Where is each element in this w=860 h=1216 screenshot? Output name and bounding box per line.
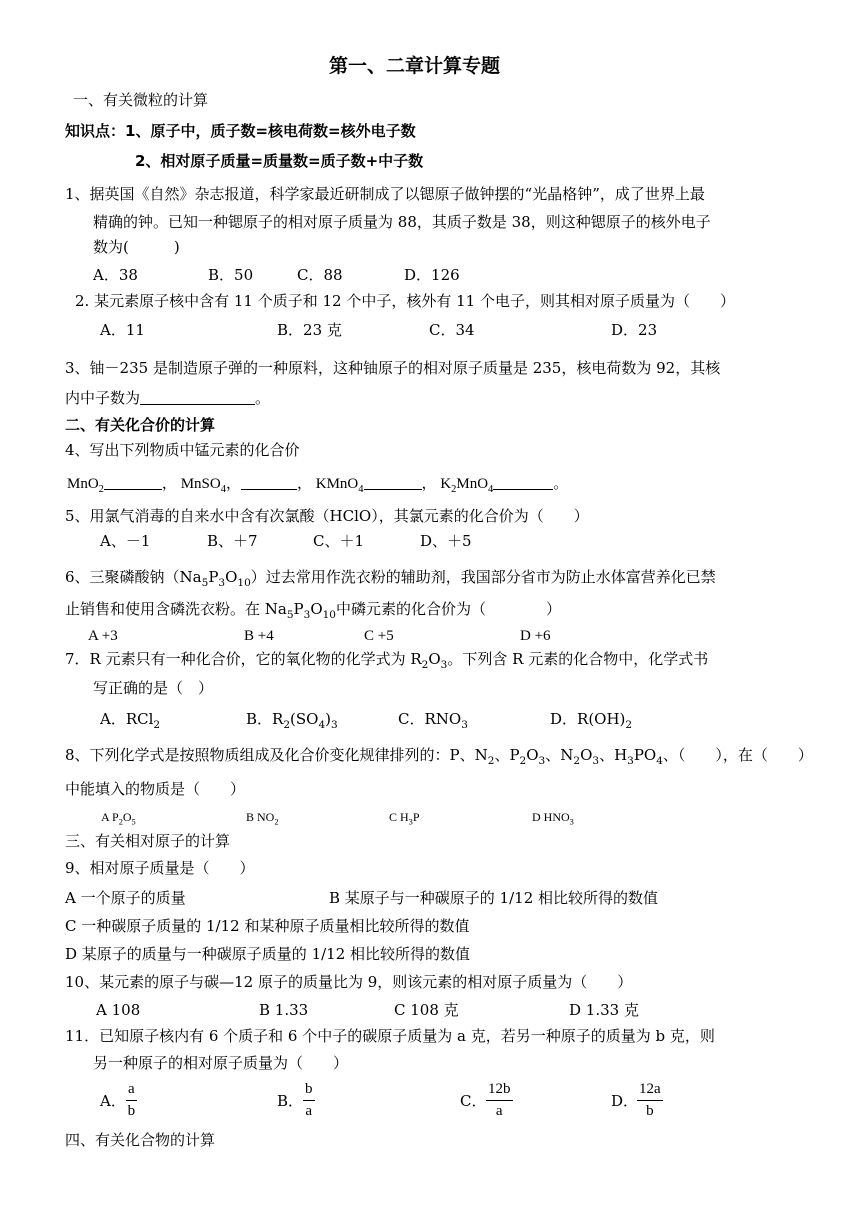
q10-option-c: C 108 克: [394, 1001, 459, 1019]
q2-option-b: B．23 克: [277, 321, 342, 339]
q4-sep: ，: [296, 476, 312, 492]
q9-option-b: B 某原子与一种碳原子的 1/12 相比较所得的数值: [329, 889, 659, 907]
q7-stem-line2: 写正确的是（ ）: [93, 679, 214, 697]
q4-mnso4-formula: MnSO$_4$: [180, 476, 226, 495]
fraction-numerator: b: [303, 1081, 315, 1101]
q4-mnso4-blank[interactable]: [241, 474, 297, 490]
q4-mno2-formula: MnO$_2$: [67, 476, 104, 495]
q4-k2mno4-formula: $K_2MnO_4$: [440, 476, 494, 495]
q4-k2mno4-blank[interactable]: [493, 474, 553, 490]
q4-kmno4-formula: KMnO$_4$: [315, 476, 364, 495]
fraction-numerator: a: [126, 1081, 137, 1101]
q11-option-b-label: B．: [277, 1092, 304, 1110]
q6-option-b: B +4: [244, 628, 274, 644]
q8-option-c: C $H_3P$: [389, 810, 420, 827]
q11-option-c-label: C．: [460, 1092, 487, 1110]
q11-option-a-label: A．: [100, 1092, 126, 1110]
q6-option-d: D +6: [520, 628, 551, 644]
section-heading-valence: 二、有关化合价的计算: [65, 416, 216, 434]
knowledge-point-1: [65, 122, 416, 141]
q11-stem-line2: 另一种原子的相对原子质量为（ ）: [93, 1054, 349, 1072]
q3-prefix: 内中子数为: [65, 389, 141, 407]
page-title: 第一、二章计算专题: [329, 55, 501, 77]
fraction-denominator: b: [646, 1102, 654, 1119]
q11-option-b-fraction: [303, 1081, 315, 1119]
q5-option-b: B、＋7: [207, 532, 258, 550]
q11-option-c-fraction: [486, 1081, 513, 1119]
q9-option-d: D 某原子的质量与一种碳原子质量的 1/12 相比较所得的数值: [65, 945, 471, 963]
section-heading-relative-atom: 三、有关相对原子的计算: [65, 832, 231, 850]
q5-option-c: C、＋1: [313, 532, 365, 550]
knowledge-point-1-text: 1、原子中，质子数=核电荷数=核外电子数: [125, 122, 416, 140]
q9-option-a: A 一个原子的质量: [65, 889, 186, 907]
q1-option-b: B．50: [208, 266, 254, 284]
fraction-numerator: 12b: [486, 1081, 513, 1101]
q3-stem-line2: [65, 389, 270, 408]
q6-stem-line1: 6、三聚磷酸钠$(Na_5P_3O_{10})$过去常用作洗衣粉的辅助剂，我国部分省市为防止水体富营养化已禁: [65, 568, 716, 589]
q8-option-a: A $P_2O_5$: [101, 810, 136, 827]
q1-option-a: A．38: [93, 266, 138, 284]
q10-option-b: B 1.33: [259, 1001, 309, 1019]
q7-option-a: A．RCl$_2$: [100, 710, 161, 731]
q4-stem: 4、写出下列物质中锰元素的化合价: [65, 441, 300, 459]
q1-option-d: D．126: [404, 266, 460, 284]
q6-stem-line2: 止销售和使用含磷洗衣粉。在 $Na_5P_3O_{10}$中磷元素的化合价为（ ）: [65, 600, 562, 621]
q2-option-d: D．23: [611, 321, 658, 339]
q1-stem-line1: 1、据英国《自然》杂志报道，科学家最近研制成了以锶原子做钟摆的“光晶格钟”，成了世界上最: [65, 185, 705, 203]
q7-option-b: B．$R_2(SO_4)_3$: [246, 710, 338, 731]
knowledge-prefix: 知识点：: [65, 122, 126, 140]
q6-option-c: C +5: [364, 628, 394, 644]
section-heading-compound: 四、有关化合物的计算: [65, 1131, 216, 1149]
q4-sep: ，: [421, 476, 437, 492]
q7-option-c: C．$RNO_3$: [398, 710, 468, 731]
knowledge-point-2: 2、相对原子质量=质量数=质子数+中子数: [135, 152, 424, 170]
q8-stem-line1: 8、下列化学式是按照物质组成及化合价变化规律排列的：P、$N_2$、$P_2O_3$、$N_2O_3$、$H_3PO_4$、（ ），在（ ）: [65, 746, 813, 767]
q4-sep: ，: [161, 476, 177, 492]
q4-sep: ，: [225, 476, 241, 492]
q10-option-a: A 108: [96, 1001, 141, 1019]
fraction-denominator: b: [127, 1102, 136, 1119]
q3-answer-blank[interactable]: [140, 389, 255, 405]
q7-stem-line1: 7．R 元素只有一种化合价，它的氧化物的化学式为 $R_2O_3$。下列含 R 元素的化合物中，化学式书: [65, 650, 709, 671]
fraction-numerator: 12a: [637, 1081, 663, 1101]
q9-option-c: C 一种碳原子质量的 1/12 和某种原子质量相比较所得的数值: [65, 917, 470, 935]
q5-option-a: A、－1: [100, 532, 151, 550]
q2-option-c: C．34: [429, 321, 475, 339]
q1-stem-line2: 精确的钟。已知一种锶原子的相对原子质量为 88，其质子数是 38，则这种锶原子的核外电子: [93, 213, 711, 231]
q5-option-d: D、＋5: [420, 532, 472, 550]
q1-option-c: C．88: [297, 266, 343, 284]
q4-items: [67, 474, 568, 494]
q10-option-d: D 1.33 克: [569, 1001, 639, 1019]
q2-stem: 2. 某元素原子核中含有 11 个质子和 12 个中子，核外有 11 个电子，则其相对原子质量为（ ）: [75, 292, 735, 310]
q11-option-a-fraction: [126, 1081, 137, 1119]
q1-stem-line3: 数为( ): [93, 238, 180, 256]
q11-stem-line1: 11．已知原子核内有 6 个质子和 6 个中子的碳原子质量为 a 克，若另一种原子的质量为 b 克，则: [65, 1027, 715, 1045]
q9-stem: 9、相对原子质量是（ ）: [65, 859, 255, 877]
q3-suffix: 。: [255, 389, 271, 407]
q6-option-a: A +3: [88, 628, 118, 644]
fraction-denominator: a: [495, 1102, 503, 1119]
q8-option-d: D $HNO_3$: [532, 810, 574, 827]
q8-option-b: B $NO_2$: [246, 810, 279, 827]
q4-mno2-blank[interactable]: [104, 474, 162, 490]
q11-option-d-fraction: [637, 1081, 663, 1119]
q5-stem: 5、用氯气消毒的自来水中含有次氯酸（HClO），其氯元素的化合价为（ ）: [65, 507, 589, 525]
q2-option-a: A．11: [100, 321, 145, 339]
q3-stem-line1: 3、铀－235 是制造原子弹的一种原料，这种铀原子的相对原子质量是 235，核电荷数为 92，其核: [65, 359, 721, 377]
section-heading-particles: 一、有关微粒的计算: [73, 91, 209, 109]
q4-kmno4-blank[interactable]: [364, 474, 422, 490]
q8-stem-line2: 中能填入的物质是（ ）: [65, 780, 246, 798]
q10-stem: 10、某元素的原子与碳—12 原子的质量比为 9，则该元素的相对原子质量为（ ）: [65, 973, 633, 991]
q4-end: 。: [553, 476, 569, 492]
q7-option-d: D．$R(OH)_2$: [550, 710, 633, 731]
fraction-denominator: a: [305, 1102, 313, 1119]
q11-option-d-label: D．: [611, 1092, 639, 1110]
